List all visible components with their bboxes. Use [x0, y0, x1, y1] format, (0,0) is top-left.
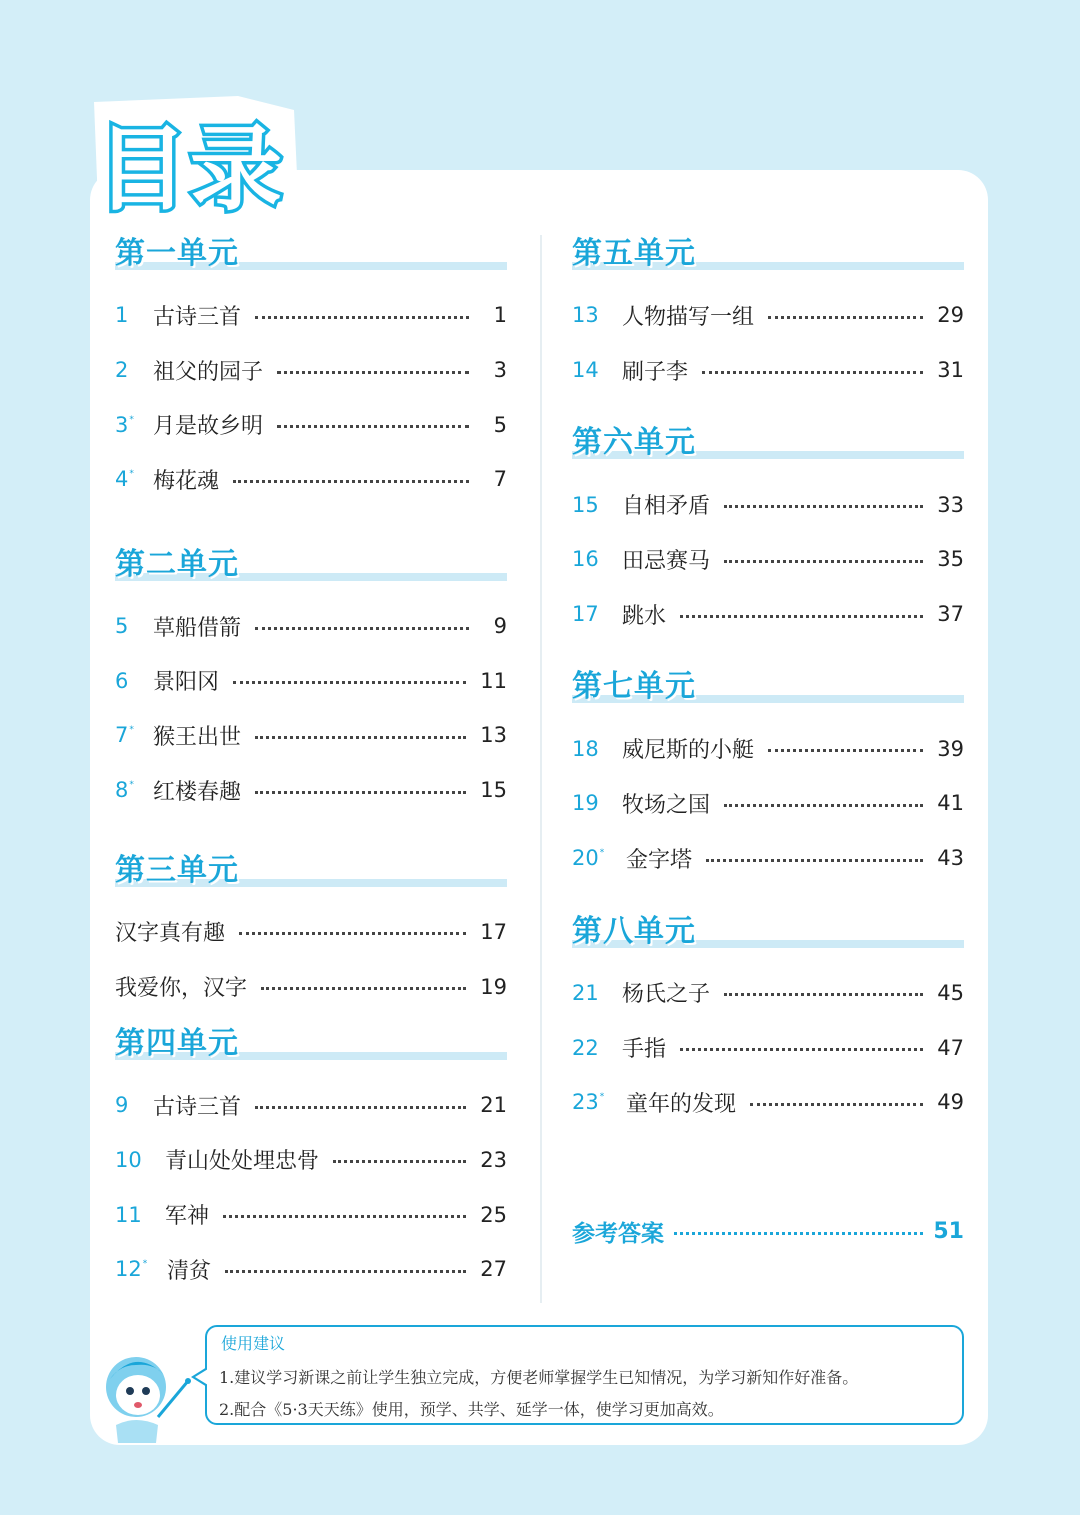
page-number: 1: [493, 303, 507, 328]
lesson-title: 月是故乡明: [153, 414, 264, 440]
toc-right-column: [572, 228, 964, 1130]
toc-entry[interactable]: [115, 343, 507, 398]
leader-dots: [750, 1103, 923, 1106]
toc-entry[interactable]: [572, 966, 964, 1021]
toc-entry[interactable]: [115, 1242, 507, 1297]
page-number: 3: [493, 358, 507, 383]
toc-entry[interactable]: [115, 959, 507, 1014]
leader-dots: [724, 505, 923, 508]
lesson-title: 田忌赛马: [622, 548, 711, 574]
page-title: 目录: [96, 116, 285, 223]
toc-entry[interactable]: [115, 653, 507, 708]
leader-dots: [261, 987, 466, 990]
unit-7: [572, 661, 964, 885]
leader-dots: [225, 1270, 466, 1273]
toc-entry[interactable]: [572, 343, 964, 398]
leader-dots: [255, 791, 466, 794]
toc-entry[interactable]: [572, 477, 964, 532]
lesson-number: 8*: [115, 778, 134, 803]
leader-dots: [768, 316, 923, 319]
unit-heading: [572, 906, 964, 948]
answer-key-page: 51: [933, 1219, 964, 1244]
lesson-title: 祖父的园子: [153, 359, 264, 385]
toc-entry[interactable]: [572, 532, 964, 587]
leader-dots: [768, 749, 923, 752]
leader-dots: [680, 1048, 923, 1051]
toc-entry[interactable]: [572, 776, 964, 831]
lesson-title: 我爱你，汉字: [115, 976, 248, 1002]
lesson-title: 猴王出世: [153, 724, 242, 750]
toc-entry[interactable]: [572, 1020, 964, 1075]
toc-entry[interactable]: [115, 708, 507, 763]
leader-dots: [255, 1106, 466, 1109]
leader-dots: [233, 681, 466, 684]
toc-entry[interactable]: [115, 397, 507, 452]
page-number: 41: [937, 791, 964, 816]
lesson-title: 自相矛盾: [622, 494, 711, 520]
lesson-number: 23*: [572, 1090, 605, 1115]
page-number: 11: [480, 668, 507, 693]
lesson-title: 金字塔: [626, 847, 693, 873]
lesson-number: 21: [572, 980, 599, 1005]
unit-8: [572, 906, 964, 1130]
unit-name: 第八单元: [572, 913, 696, 949]
unit-name: 第一单元: [115, 236, 239, 271]
page-number: 43: [937, 846, 964, 871]
leader-dots: [255, 627, 469, 630]
lesson-number: 2: [115, 358, 129, 383]
star-mark: *: [129, 469, 134, 480]
lesson-number: 4*: [115, 467, 134, 492]
lesson-number: 20*: [572, 846, 605, 871]
lesson-number: 10: [115, 1147, 142, 1172]
page-number: 19: [480, 974, 507, 999]
star-mark: *: [599, 1092, 605, 1103]
toc-left-column: [115, 228, 507, 1297]
page-number: 35: [937, 547, 964, 572]
unit-heading: [115, 845, 507, 887]
unit-heading: [572, 228, 964, 270]
page-number: 27: [480, 1257, 507, 1282]
unit-heading: [115, 539, 507, 581]
star-mark: *: [129, 725, 134, 736]
lesson-number: 9: [115, 1093, 129, 1118]
star-mark: *: [142, 1259, 148, 1270]
toc-entry[interactable]: [115, 1187, 507, 1242]
leader-dots: [233, 480, 469, 483]
page-number: 29: [937, 303, 964, 328]
toc-entry[interactable]: [115, 1133, 507, 1188]
leader-dots: [333, 1160, 466, 1163]
page-number: 25: [480, 1202, 507, 1227]
unit-heading: [115, 1018, 507, 1060]
unit-name: 第六单元: [572, 425, 696, 461]
page-number: 21: [480, 1093, 507, 1118]
tips-title: 使用建议: [221, 1334, 286, 1353]
page-number: 31: [937, 358, 964, 383]
lesson-title: 手指: [622, 1037, 667, 1063]
toc-entry[interactable]: [572, 831, 964, 886]
toc-entry[interactable]: [115, 905, 507, 960]
toc-entry[interactable]: [115, 599, 507, 654]
page-number: 39: [937, 736, 964, 761]
lesson-number: 7*: [115, 723, 134, 748]
usage-tips-box: [205, 1325, 964, 1425]
toc-entry[interactable]: [572, 721, 964, 776]
unit-name: 第七单元: [572, 669, 696, 705]
lesson-title: 汉字真有趣: [115, 921, 226, 947]
toc-entry[interactable]: [115, 763, 507, 818]
toc-entry[interactable]: [115, 452, 507, 507]
lesson-number: 13: [572, 303, 599, 328]
lesson-title: 梅花魂: [153, 468, 220, 494]
lesson-title: 古诗三首: [153, 1094, 242, 1120]
leader-dots: [674, 1232, 923, 1235]
lesson-number: 16: [572, 547, 599, 572]
page-number: 13: [480, 723, 507, 748]
lesson-title: 人物描写一组: [622, 304, 755, 330]
title-badge: [88, 92, 303, 223]
lesson-number: 12*: [115, 1257, 148, 1282]
lesson-number: 18: [572, 736, 599, 761]
lesson-number: 11: [115, 1202, 142, 1227]
unit-3: [115, 845, 507, 1014]
unit-heading: [572, 661, 964, 703]
lesson-title: 红楼春趣: [153, 779, 242, 805]
page-number: 5: [493, 412, 507, 437]
page-number: 9: [493, 614, 507, 639]
star-mark: *: [129, 780, 134, 791]
lesson-number: 5: [115, 614, 129, 639]
lesson-title: 军神: [165, 1204, 210, 1230]
unit-name: 第五单元: [572, 236, 696, 271]
tip-line: 2.配合《5·3天天练》使用，预学、共学、延学一体，使学习更加高效。: [219, 1400, 724, 1419]
lesson-title: 景阳冈: [153, 670, 220, 696]
lesson-title: 古诗三首: [153, 304, 242, 330]
leader-dots: [724, 993, 923, 996]
page-number: 7: [493, 467, 507, 492]
page-number: 33: [937, 492, 964, 517]
page-number: 15: [480, 778, 507, 803]
leader-dots: [702, 371, 923, 374]
lesson-number: 6: [115, 668, 129, 693]
answer-key-label: 参考答案: [572, 1220, 664, 1247]
unit-heading: [572, 417, 964, 459]
page-number: 37: [937, 602, 964, 627]
lesson-number: 3*: [115, 412, 134, 437]
page-number: 17: [480, 919, 507, 944]
toc-entry[interactable]: [572, 288, 964, 343]
toc-entry[interactable]: [115, 288, 507, 343]
leader-dots: [239, 932, 466, 935]
toc-entry[interactable]: [115, 1078, 507, 1133]
lesson-number: 19: [572, 791, 599, 816]
leader-dots: [724, 560, 923, 563]
leader-dots: [277, 425, 469, 428]
lesson-title: 牧场之国: [622, 792, 711, 818]
unit-heading: [115, 228, 507, 270]
lesson-number: 14: [572, 358, 599, 383]
star-mark: *: [129, 414, 134, 425]
lesson-number: 15: [572, 492, 599, 517]
page-number: 47: [937, 1035, 964, 1060]
leader-dots: [706, 859, 923, 862]
lesson-title: 威尼斯的小艇: [622, 738, 755, 764]
speech-pointer-inner: [195, 1369, 208, 1385]
answer-key-entry[interactable]: [572, 1215, 964, 1248]
unit-name: 第四单元: [115, 1025, 239, 1061]
page-number: 23: [480, 1147, 507, 1172]
leader-dots: [724, 804, 923, 807]
column-divider: [540, 235, 542, 1303]
page-number: 49: [937, 1090, 964, 1115]
unit-5: [572, 228, 964, 397]
star-mark: *: [599, 848, 605, 859]
leader-dots: [223, 1215, 466, 1218]
lesson-title: 跳水: [622, 603, 667, 629]
page-number: 45: [937, 980, 964, 1005]
unit-4: [115, 1018, 507, 1297]
unit-1: [115, 228, 507, 507]
lesson-title: 刷子李: [622, 359, 689, 385]
toc-entry[interactable]: [572, 1075, 964, 1130]
toc-entry[interactable]: [572, 587, 964, 642]
tip-line: 1.建议学习新课之前让学生独立完成，方便老师掌握学生已知情况，为学习新知作好准备。: [219, 1368, 859, 1387]
lesson-title: 青山处处埋忠骨: [165, 1149, 320, 1175]
lesson-number: 22: [572, 1035, 599, 1060]
mascot-illustration: [96, 1345, 206, 1445]
leader-dots: [255, 316, 469, 319]
lesson-title: 草船借箭: [153, 615, 242, 641]
lesson-number: 17: [572, 602, 599, 627]
lesson-title: 童年的发现: [626, 1091, 737, 1117]
leader-dots: [277, 371, 469, 374]
lesson-title: 杨氏之子: [622, 982, 711, 1008]
lesson-number: 1: [115, 303, 129, 328]
unit-name: 第二单元: [115, 546, 239, 582]
lesson-title: 清贫: [167, 1258, 212, 1284]
unit-6: [572, 417, 964, 641]
unit-name: 第三单元: [115, 852, 239, 888]
leader-dots: [255, 736, 466, 739]
unit-2: [115, 539, 507, 818]
leader-dots: [680, 615, 923, 618]
